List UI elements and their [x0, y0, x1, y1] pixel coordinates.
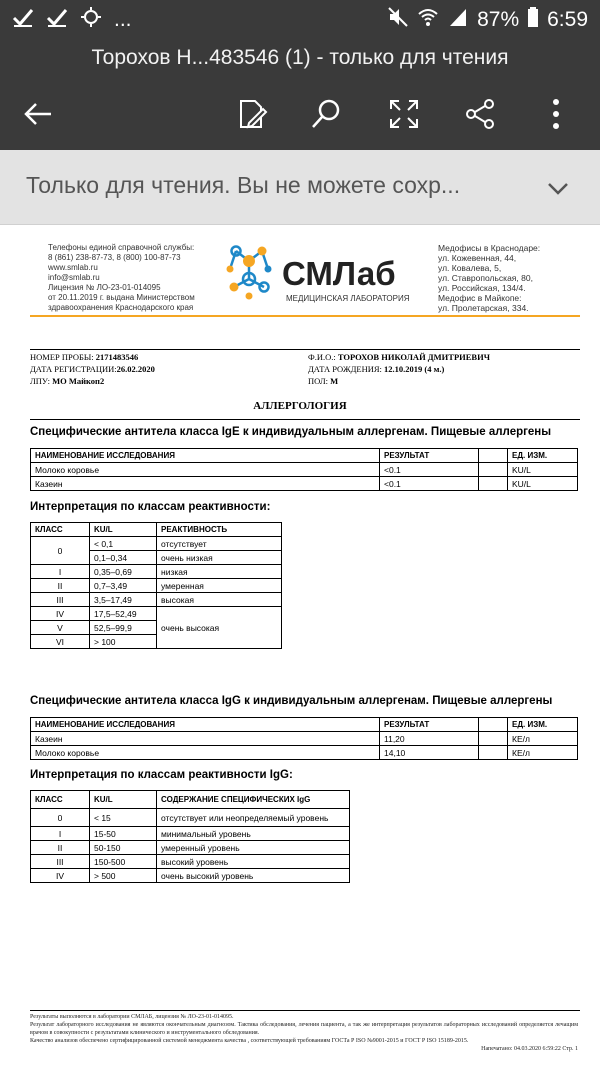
checkmark-icon — [46, 7, 68, 33]
print-timestamp: Напечатано: 04.03.2020 6:59:22 Стр. 1 — [481, 1046, 578, 1052]
table-row — [31, 593, 282, 607]
level-cell: отсутствует или неопределяемый уровень — [157, 809, 350, 827]
letterhead-line: ул. Кожевенная, 44, — [438, 253, 517, 263]
test-unit: КЕ/л — [508, 732, 578, 746]
section-divider — [30, 419, 580, 420]
column-header: ЕД. ИЗМ. — [508, 718, 578, 732]
column-header: KU/L — [90, 523, 157, 537]
header-divider — [30, 315, 580, 317]
table-header-row — [31, 718, 578, 732]
column-header: КЛАСС — [31, 523, 90, 537]
read-only-banner[interactable] — [0, 150, 600, 225]
lpu-value: МО Майкоп2 — [52, 376, 105, 386]
reg-date-label: ДАТА РЕГИСТРАЦИИ: — [30, 364, 117, 374]
document-page[interactable] — [0, 225, 600, 1066]
back-button[interactable] — [16, 92, 60, 136]
patient-divider — [30, 349, 580, 350]
section-title: АЛЛЕРГОЛОГИЯ — [253, 400, 347, 412]
range-cell: 0,7–3,49 — [90, 579, 157, 593]
sample-info — [30, 351, 155, 387]
sex-value: М — [330, 376, 339, 386]
column-header: РЕАКТИВНОСТЬ — [157, 523, 282, 537]
edit-button[interactable] — [230, 92, 274, 136]
reg-date-value: 26.02.2020 — [116, 364, 155, 374]
signal-icon — [447, 6, 469, 34]
class-cell: II — [31, 841, 90, 855]
class-cell: III — [31, 855, 90, 869]
footer-disclaimer — [30, 1013, 578, 1053]
table-row — [31, 477, 578, 491]
table-header-row — [31, 791, 350, 809]
test-result: <0.1 — [380, 477, 479, 491]
column-header: НАИМЕНОВАНИЕ ИССЛЕДОВАНИЯ — [31, 449, 380, 463]
igg-interp-title: Интерпретация по классам реактивности IgG: — [30, 769, 293, 781]
lab-logo-subtitle: МЕДИЦИНСКАЯ ЛАБОРАТОРИЯ — [286, 294, 410, 303]
table-row — [31, 809, 350, 827]
level-cell: очень высокий уровень — [157, 869, 350, 883]
footer-divider — [30, 1010, 580, 1011]
more-options-button[interactable] — [534, 92, 578, 136]
range-cell: < 0,1 — [90, 537, 157, 551]
level-cell: высокий уровень — [157, 855, 350, 869]
ige-title: Специфические антитела класса IgE к индивидуальным аллергенам. Пищевые аллергены — [30, 426, 552, 438]
column-header: СОДЕРЖАНИЕ СПЕЦИФИЧЕСКИХ IgG — [157, 791, 350, 809]
class-cell: IV — [31, 607, 90, 621]
letterhead-line: 8 (861) 238-87-73, 8 (800) 100-87-73 — [48, 253, 181, 262]
search-button[interactable] — [304, 92, 348, 136]
class-cell: 0 — [31, 809, 90, 827]
ige-interp-title: Интерпретация по классам реактивности: — [30, 501, 271, 513]
class-cell: 0 — [31, 537, 90, 565]
test-name: Казеин — [31, 732, 380, 746]
letterhead-line: Медофис в Майкопе: — [438, 293, 522, 303]
wifi-icon — [417, 6, 439, 34]
column-header: КЛАСС — [31, 791, 90, 809]
letterhead-contacts — [48, 243, 223, 313]
letterhead-line: info@smlab.ru — [48, 273, 100, 282]
reactivity-cell: умеренная — [157, 579, 282, 593]
dob-label: ДАТА РОЖДЕНИЯ: — [308, 364, 382, 374]
test-result: <0.1 — [380, 463, 479, 477]
test-result: 11,20 — [380, 732, 479, 746]
column-header: KU/L — [90, 791, 157, 809]
test-flag — [479, 463, 508, 477]
lpu-label: ЛПУ: — [30, 376, 50, 386]
letterhead-line: ул. Ковалева, 5, — [438, 263, 502, 273]
eye-comfort-icon — [80, 6, 102, 34]
range-cell: > 500 — [90, 869, 157, 883]
range-cell: < 15 — [90, 809, 157, 827]
table-row — [31, 746, 578, 760]
column-header: ЕД. ИЗМ. — [508, 449, 578, 463]
test-flag — [479, 732, 508, 746]
class-cell: VI — [31, 635, 90, 649]
reactivity-cell: очень высокая — [157, 607, 282, 649]
test-name: Молоко коровье — [31, 463, 380, 477]
document-title: Торохов Н...483546 (1) - только для чтения — [91, 46, 509, 69]
sex-label: ПОЛ: — [308, 376, 328, 386]
reactivity-cell: низкая — [157, 565, 282, 579]
range-cell: 52,5–99,9 — [90, 621, 157, 635]
search-icon — [309, 97, 343, 131]
test-unit: KU/L — [508, 463, 578, 477]
share-button[interactable] — [458, 92, 502, 136]
table-row — [31, 463, 578, 477]
overflow-indicator: ... — [114, 8, 132, 31]
column-header: РЕЗУЛЬТАТ — [380, 449, 479, 463]
igg-title: Специфические антитела класса IgG к индивидуальным аллергенам. Пищевые аллергены — [30, 695, 553, 707]
letterhead-line: ул. Ставропольская, 80, — [438, 273, 533, 283]
table-row — [31, 869, 350, 883]
fio-label: Ф.И.О.: — [308, 352, 336, 362]
table-row — [31, 855, 350, 869]
back-arrow-icon — [21, 97, 55, 131]
range-cell: 17,5–52,49 — [90, 607, 157, 621]
read-only-message: Только для чтения. Вы не можете сохр... — [26, 172, 461, 198]
mute-icon — [387, 6, 409, 34]
table-row — [31, 732, 578, 746]
banner-expand-button[interactable] — [544, 174, 572, 202]
test-flag — [479, 746, 508, 760]
class-cell: III — [31, 593, 90, 607]
letterhead-line: ул. Российская, 134/4. — [438, 283, 526, 293]
test-name: Казеин — [31, 477, 380, 491]
ige-interpretation-table — [30, 522, 282, 649]
app-bar — [0, 40, 600, 150]
range-cell: > 100 — [90, 635, 157, 649]
table-row — [31, 841, 350, 855]
range-cell: 3,5–17,49 — [90, 593, 157, 607]
column-header: НАИМЕНОВАНИЕ ИССЛЕДОВАНИЯ — [31, 718, 380, 732]
ige-results-table — [30, 448, 578, 491]
footer-line: Качество анализов обеспечено сертифицированной системой менеджмента качества , соответствующей требованиям ГОСТа Р ISO №9001-2015 и ГОСТ Р ISO 15189-2015. — [30, 1038, 469, 1044]
reactivity-cell: отсутствует — [157, 537, 282, 551]
table-row — [31, 537, 282, 551]
fullscreen-button[interactable] — [382, 92, 426, 136]
footer-line: Результаты выполнются в лаборатории СМЛАБ, лицензия № ЛО-23-01-014095. — [30, 1014, 234, 1020]
range-cell: 15-50 — [90, 827, 157, 841]
table-header-row — [31, 449, 578, 463]
battery-icon — [527, 6, 539, 34]
lab-logo-icon — [224, 239, 274, 301]
range-cell: 0,1–0,34 — [90, 551, 157, 565]
more-vertical-icon — [551, 98, 561, 130]
battery-level: 87% — [477, 8, 520, 31]
level-cell: минимальный уровень — [157, 827, 350, 841]
letterhead-line: здравоохранения Краснодарского края — [48, 303, 194, 312]
letterhead-line: www.smlab.ru — [48, 263, 98, 272]
table-row — [31, 827, 350, 841]
class-cell: II — [31, 579, 90, 593]
clock: 6:59 — [547, 8, 588, 31]
table-header-row — [31, 523, 282, 537]
letterhead-addresses — [438, 243, 588, 313]
column-header: РЕЗУЛЬТАТ — [380, 718, 479, 732]
letterhead-line: Медофисы в Краснодаре: — [438, 243, 541, 253]
letterhead-line: Телефоны единой справочной службы: — [48, 243, 195, 252]
chevron-down-icon — [544, 174, 572, 202]
lab-logo-name: СМЛаб — [282, 255, 396, 292]
class-cell: I — [31, 827, 90, 841]
table-row — [31, 607, 282, 621]
test-unit: KU/L — [508, 477, 578, 491]
column-header — [479, 449, 508, 463]
reactivity-cell: высокая — [157, 593, 282, 607]
igg-results-table — [30, 717, 578, 760]
status-bar — [0, 0, 600, 40]
sample-value: 2171483546 — [95, 352, 139, 362]
letterhead-line: Лицензия № ЛО-23-01-014095 — [48, 283, 161, 292]
range-cell: 150-500 — [90, 855, 157, 869]
dob-value: 12.10.2019 (4 м.) — [384, 364, 445, 374]
reactivity-cell: очень низкая — [157, 551, 282, 565]
class-cell: I — [31, 565, 90, 579]
table-row — [31, 579, 282, 593]
range-cell: 0,35–0,69 — [90, 565, 157, 579]
table-row — [31, 565, 282, 579]
test-flag — [479, 477, 508, 491]
test-unit: КЕ/л — [508, 746, 578, 760]
checkmark-icon — [12, 7, 34, 33]
igg-interpretation-table — [30, 790, 350, 883]
sample-label: НОМЕР ПРОБЫ: — [30, 352, 94, 362]
range-cell: 50-150 — [90, 841, 157, 855]
class-cell: V — [31, 621, 90, 635]
column-header — [479, 718, 508, 732]
letterhead-line: от 20.11.2019 г. выдана Министерством — [48, 293, 195, 302]
patient-info — [308, 351, 490, 387]
level-cell: умеренный уровень — [157, 841, 350, 855]
test-name: Молоко коровье — [31, 746, 380, 760]
expand-icon — [388, 98, 420, 130]
fio-value: ТОРОХОВ НИКОЛАЙ ДМИТРИЕВИЧ — [337, 352, 490, 362]
share-icon — [463, 97, 497, 131]
edit-document-icon — [235, 97, 269, 131]
test-result: 14,10 — [380, 746, 479, 760]
class-cell: IV — [31, 869, 90, 883]
letterhead-line: ул. Пролетарская, 334. — [438, 303, 529, 313]
footer-line: Результат лабораторного исследования не являются окончательным диагнозом. Тактика обследования, лечения пациента, а так же интерпретация результатов лабораторных исследований определяется лечащим врачом в совокупности с результатами клинического и инструментального обследования. — [30, 1022, 578, 1036]
